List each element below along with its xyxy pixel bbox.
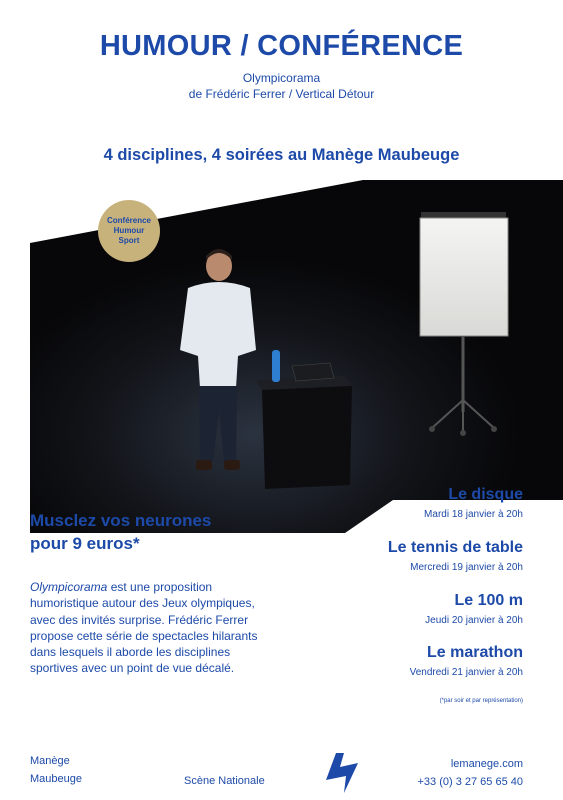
event-title: Le 100 m (454, 592, 523, 609)
headline-line: Musclez vos neurones (30, 511, 212, 530)
scene-label: Scène Nationale (184, 775, 265, 787)
event-item (388, 538, 523, 575)
event-item (410, 643, 523, 680)
badge-line: Humour (113, 226, 145, 235)
event-title: Le marathon (426, 644, 523, 661)
event-date: Jeudi 20 janvier à 20h (425, 615, 523, 626)
category-badge (98, 200, 160, 262)
price-footnote: (*par soir et par représentation) (439, 698, 523, 704)
badge-line: Sport (118, 236, 140, 245)
show-title-italic: Olympicorama (30, 580, 108, 594)
show-author: de Frédéric Ferrer / Vertical Détour (188, 87, 375, 101)
venue-line: Manège (30, 755, 70, 767)
intro-headline (30, 509, 211, 555)
venue-line: Maubeuge (30, 773, 82, 785)
event-item (424, 485, 523, 522)
phone-number: +33 (0) 3 27 65 65 40 (417, 776, 523, 788)
venue-name (30, 752, 82, 788)
badge-line: Conférence (106, 216, 151, 225)
tagline: 4 disciplines, 4 soirées au Manège Maubeuge (103, 146, 460, 164)
headline-line: pour 9 euros* (30, 534, 140, 553)
event-title: Le tennis de table (387, 539, 523, 556)
show-name: Olympicorama (242, 71, 321, 85)
lightning-logo-icon (324, 752, 360, 794)
event-item (425, 591, 523, 628)
event-date: Vendredi 21 janvier à 20h (409, 667, 523, 678)
event-title: Le disque (448, 486, 523, 503)
website-link[interactable]: lemanege.com (450, 758, 523, 770)
description-text: est une proposition humoristique autour des Jeux olympiques, avec des invités surprise. Frédéric Ferrer propose cette série de spectacles hilarants dans lesquels il aborde les disciplines sportives avec un point de vue décalé. (30, 580, 258, 676)
intro-description (30, 579, 270, 677)
page-title: HUMOUR / CONFÉRENCE (99, 30, 464, 62)
event-date: Mercredi 19 janvier à 20h (410, 562, 523, 573)
contact-info (418, 755, 524, 791)
event-date: Mardi 18 janvier à 20h (424, 509, 523, 520)
